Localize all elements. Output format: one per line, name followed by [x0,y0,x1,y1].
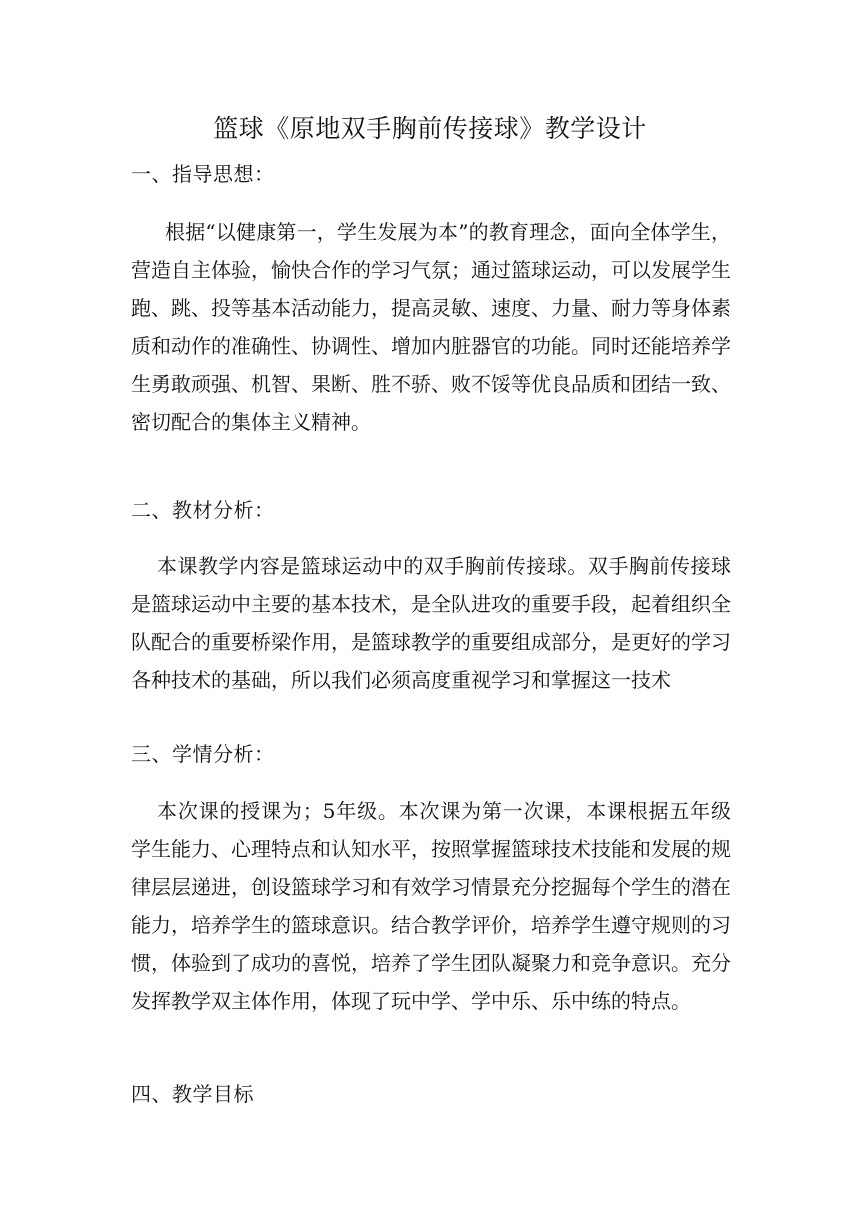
paragraph-line: 本次课的授课为；5年级。本次课为第一次课，本课根据五年级 [157,799,731,823]
paragraph-line: 本课教学内容是篮球运动中的双手胸前传接球。双手胸前传接球 [157,554,731,578]
section-heading-learner-analysis: 三、学情分析： [131,742,275,766]
paragraph-line: 发挥教学双主体作用，体现了玩中学、学中乐、乐中练的特点。 [131,989,691,1013]
paragraph-line: 律层层递进，创设篮球学习和有效学习情景充分挖掘每个学生的潜在 [131,875,731,899]
paragraph-line: 队配合的重要桥梁作用，是篮球教学的重要组成部分，是更好的学习 [131,630,731,654]
paragraph-line: 跑、跳、投等基本活动能力，提高灵敏、速度、力量、耐力等身体素 [131,296,731,320]
section-heading-guiding-ideology: 一、指导思想： [131,162,275,186]
paragraph-line: 营造自主体验，愉快合作的学习气氛；通过篮球运动，可以发展学生 [131,258,731,282]
paragraph-line: 质和动作的准确性、协调性、增加内脏器官的功能。同时还能培养学 [131,334,731,358]
paragraph-line: 根据“以健康第一，学生发展为本”的教育理念，面向全体学生， [165,220,731,244]
paragraph-line: 密切配合的集体主义精神。 [131,410,371,434]
section-paragraph-material-analysis [131,547,731,699]
section-heading-material-analysis: 二、教材分析： [131,498,275,522]
section-paragraph-guiding-ideology [131,213,731,441]
paragraph-line: 学生能力、心理特点和认知水平，按照掌握篮球技术技能和发展的规 [131,837,731,861]
paragraph-line: 生勇敢顽强、机智、果断、胜不骄、败不馁等优良品质和团结一致、 [131,372,731,396]
paragraph-line: 各种技术的基础，所以我们必须高度重视学习和掌握这一技术 [131,668,671,692]
section-paragraph-learner-analysis [131,792,731,1020]
paragraph-line: 是篮球运动中主要的基本技术，是全队进攻的重要手段，起着组织全 [131,592,731,616]
section-heading-teaching-objectives: 四、教学目标 [131,1082,254,1106]
document-title: 篮球《原地双手胸前传接球》教学设计 [213,114,647,143]
paragraph-line: 能力，培养学生的篮球意识。结合教学评价，培养学生遵守规则的习 [131,913,731,937]
paragraph-line: 惯，体验到了成功的喜悦，培养了学生团队凝聚力和竞争意识。充分 [131,951,731,975]
